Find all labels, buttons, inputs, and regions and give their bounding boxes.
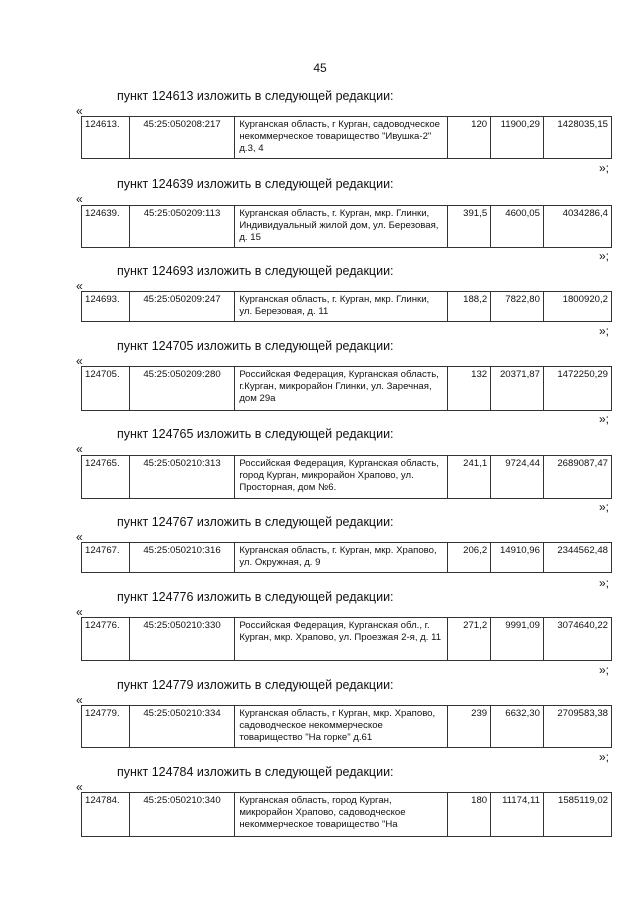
area-cell: 120: [447, 117, 491, 159]
quote-open: «: [76, 442, 83, 456]
area-cell: 206,2: [447, 543, 491, 573]
area-cell: 271,2: [447, 618, 491, 661]
total-value-cell: 1428035,15: [543, 117, 611, 159]
row-number: 124705.: [82, 367, 130, 411]
total-value-cell: 3074640,22: [543, 618, 611, 661]
quote-open: «: [76, 279, 83, 293]
quote-close: »;: [599, 663, 610, 677]
value-per-unit-cell: 14910,96: [491, 543, 544, 573]
cadastral-number: 45:25:050209:113: [129, 206, 235, 248]
quote-close: »;: [599, 324, 610, 338]
cadastral-number: 45:25:050210:330: [129, 618, 235, 661]
cadastral-number: 45:25:050208:217: [129, 117, 235, 159]
registry-table-row: [81, 542, 612, 573]
cadastral-number: 45:25:050210:340: [129, 793, 235, 837]
address-cell: Курганская область, г Курган, садоводческое некоммерческое товарищество "Ивушка-2" д.3, 4: [235, 117, 447, 159]
item-heading: пункт 124613 изложить в следующей редакции:: [117, 89, 394, 103]
quote-open: «: [76, 780, 83, 794]
total-value-cell: 1472250,29: [543, 367, 611, 411]
address-cell: Курганская область, г Курган, мкр. Храпово, садоводческое некоммерческое товарищество "На горке" д.61: [235, 706, 447, 748]
area-cell: 188,2: [447, 292, 491, 322]
address-cell: Российская Федерация, Курганская область, г.Курган, микрорайон Глинки, ул. Заречная, дом 29а: [235, 367, 447, 411]
quote-open: «: [76, 530, 83, 544]
address-cell: Курганская область, г. Курган, мкр. Храпово, ул. Окружная, д. 9: [235, 543, 447, 573]
row-number: 124693.: [82, 292, 130, 322]
row-number: 124765.: [82, 456, 130, 499]
area-cell: 180: [447, 793, 491, 837]
item-heading: пункт 124639 изложить в следующей редакции:: [117, 177, 394, 191]
registry-table-row: [81, 792, 612, 837]
address-cell: Российская Федерация, Курганская область, город Курган, микрорайон Храпово, ул. Просторная, дом №6.: [235, 456, 447, 499]
quote-close: »;: [599, 249, 610, 263]
item-heading: пункт 124705 изложить в следующей редакции:: [117, 339, 394, 353]
total-value-cell: 2709583,38: [543, 706, 611, 748]
address-cell: Курганская область, г. Курган, мкр. Глинки, Индивидуальный жилой дом, ул. Березовая, д. 15: [235, 206, 447, 248]
row-number: 124767.: [82, 543, 130, 573]
quote-open: «: [76, 354, 83, 368]
quote-open: «: [76, 192, 83, 206]
row-number: 124776.: [82, 618, 130, 661]
row-number: 124639.: [82, 206, 130, 248]
value-per-unit-cell: 7822,80: [491, 292, 544, 322]
cadastral-number: 45:25:050210:313: [129, 456, 235, 499]
total-value-cell: 2344562,48: [543, 543, 611, 573]
page-number: 45: [313, 61, 327, 75]
total-value-cell: 1585119,02: [543, 793, 611, 837]
quote-close: »;: [599, 500, 610, 514]
total-value-cell: 1800920,2: [543, 292, 611, 322]
quote-close: »;: [599, 576, 610, 590]
row-number: 124784.: [82, 793, 130, 837]
item-heading: пункт 124784 изложить в следующей редакции:: [117, 765, 394, 779]
registry-table-row: [81, 205, 612, 248]
address-cell: Российская Федерация, Курганская обл., г. Курган, мкр. Храпово, ул. Проезжая 2-я, д. 11: [235, 618, 447, 661]
address-cell: Курганская область, г. Курган, мкр. Глинки, ул. Березовая, д. 11: [235, 292, 447, 322]
item-heading: пункт 124767 изложить в следующей редакции:: [117, 515, 394, 529]
registry-table-row: [81, 705, 612, 748]
cadastral-number: 45:25:050210:316: [129, 543, 235, 573]
value-per-unit-cell: 11174,11: [491, 793, 544, 837]
area-cell: 132: [447, 367, 491, 411]
value-per-unit-cell: 9724,44: [491, 456, 544, 499]
quote-open: «: [76, 693, 83, 707]
quote-close: »;: [599, 750, 610, 764]
area-cell: 241,1: [447, 456, 491, 499]
registry-table-row: [81, 291, 612, 322]
item-heading: пункт 124765 изложить в следующей редакции:: [117, 427, 394, 441]
cadastral-number: 45:25:050210:334: [129, 706, 235, 748]
registry-table-row: [81, 116, 612, 159]
area-cell: 239: [447, 706, 491, 748]
value-per-unit-cell: 11900,29: [491, 117, 544, 159]
item-heading: пункт 124776 изложить в следующей редакции:: [117, 590, 394, 604]
total-value-cell: 4034286,4: [543, 206, 611, 248]
registry-table-row: [81, 617, 612, 661]
value-per-unit-cell: 4600,05: [491, 206, 544, 248]
total-value-cell: 2689087,47: [543, 456, 611, 499]
row-number: 124613.: [82, 117, 130, 159]
quote-close: »;: [599, 412, 610, 426]
value-per-unit-cell: 9991,09: [491, 618, 544, 661]
address-cell: Курганская область, город Курган, микрорайон Храпово, садоводческое некоммерческое товарищество "На: [235, 793, 447, 837]
area-cell: 391,5: [447, 206, 491, 248]
registry-table-row: [81, 455, 612, 499]
quote-open: «: [76, 104, 83, 118]
cadastral-number: 45:25:050209:280: [129, 367, 235, 411]
quote-close: »;: [599, 161, 610, 175]
registry-table-row: [81, 366, 612, 411]
quote-open: «: [76, 605, 83, 619]
item-heading: пункт 124693 изложить в следующей редакции:: [117, 264, 394, 278]
item-heading: пункт 124779 изложить в следующей редакции:: [117, 678, 394, 692]
value-per-unit-cell: 6632,30: [491, 706, 544, 748]
cadastral-number: 45:25:050209:247: [129, 292, 235, 322]
value-per-unit-cell: 20371,87: [491, 367, 544, 411]
row-number: 124779.: [82, 706, 130, 748]
